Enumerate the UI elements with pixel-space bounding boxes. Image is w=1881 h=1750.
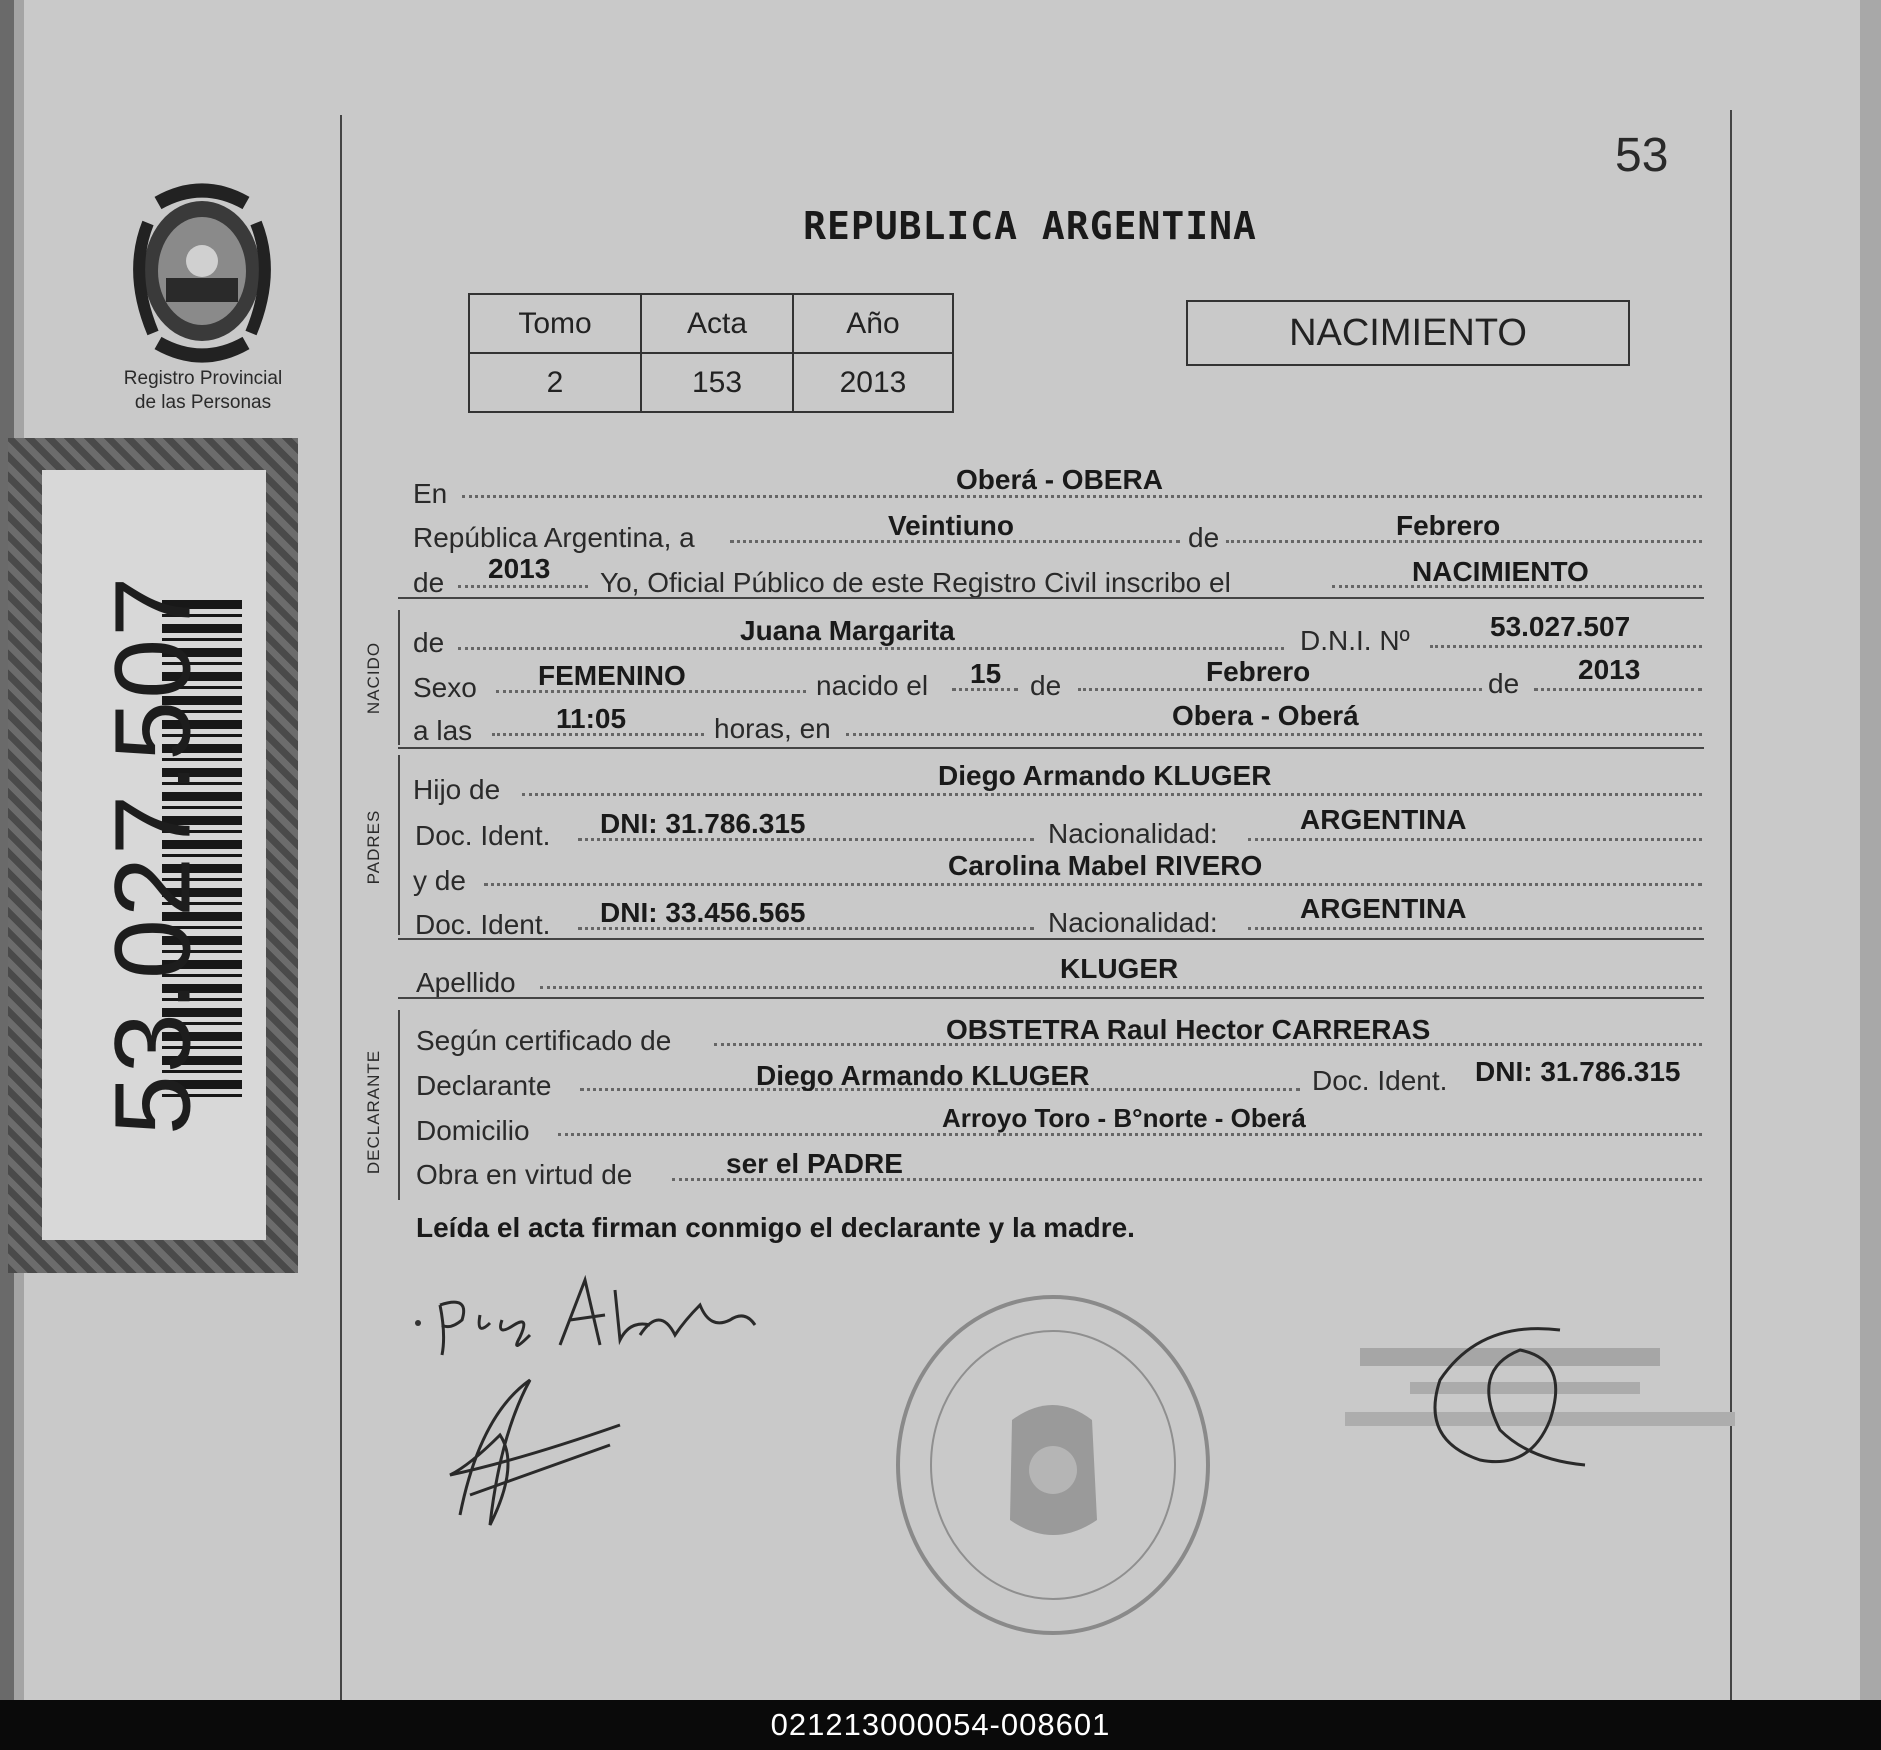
frame-right-line — [1730, 110, 1732, 1700]
dots — [846, 733, 1702, 736]
section-label-declarante: DECLARANTE — [364, 1049, 383, 1175]
value-inscripcion: NACIMIENTO — [1412, 556, 1589, 587]
label-domicilio: Domicilio — [416, 1115, 530, 1146]
value-anio: 2013 — [793, 353, 953, 412]
registry-line-2: de las Personas — [134, 392, 272, 413]
section-line-padres — [398, 755, 400, 935]
value-madre: Carolina Mabel RIVERO — [948, 850, 1263, 881]
separator — [398, 997, 1704, 999]
label-nacido-el: nacido el — [816, 670, 929, 701]
label-doc-ident3: Doc. Ident. — [1312, 1065, 1448, 1096]
section-label-nacido: NACIDO — [364, 641, 383, 715]
value-hora: 11:05 — [556, 703, 627, 734]
page-number: 53 — [1615, 129, 1669, 182]
dots — [458, 585, 588, 588]
value-madre-nac: ARGENTINA — [1300, 893, 1467, 924]
dots — [458, 647, 1284, 650]
value-mes: Febrero — [1396, 510, 1501, 541]
document-title: REPUBLICA ARGENTINA — [803, 204, 1257, 248]
province-coat-of-arms-icon — [118, 183, 286, 363]
declarant-signature — [410, 1275, 760, 1365]
value-dni: 53.027.507 — [1490, 611, 1631, 642]
dots — [540, 986, 1702, 989]
label-y-de: y de — [413, 865, 466, 896]
value-nombre: Juana Margarita — [740, 615, 955, 646]
value-tomo: 2 — [469, 353, 641, 412]
value-padre-nac: ARGENTINA — [1300, 804, 1467, 835]
record-table — [468, 293, 954, 413]
header-acta: Acta — [641, 294, 793, 353]
dots — [1430, 645, 1702, 648]
footer-id: 021213000054-008601 — [0, 1700, 1881, 1750]
frame-left-line — [340, 115, 342, 1700]
official-seal — [892, 1290, 1214, 1640]
label-nacionalidad2: Nacionalidad: — [1048, 907, 1218, 938]
value-anio-nac: 2013 — [1578, 654, 1641, 685]
label-hijo-de: Hijo de — [413, 774, 501, 805]
label-dni: D.N.I. Nº — [1300, 625, 1410, 656]
label-apellido: Apellido — [416, 967, 516, 998]
value-lugar: Oberá - OBERA — [956, 464, 1163, 495]
value-apellido: KLUGER — [1060, 953, 1179, 984]
value-mes-nac: Febrero — [1206, 656, 1311, 687]
value-domicilio: Arroyo Toro - B°norte - Oberá — [942, 1103, 1306, 1133]
dots — [484, 883, 1702, 886]
value-dia-nac: 15 — [970, 658, 1002, 689]
dots — [522, 793, 1702, 796]
record-type-box: NACIMIENTO — [1186, 300, 1630, 366]
dots — [1248, 838, 1702, 841]
label-de3: de — [413, 627, 445, 658]
dots — [1534, 688, 1702, 691]
value-acta: 153 — [641, 353, 793, 412]
header-tomo: Tomo — [469, 294, 641, 353]
separator — [398, 938, 1704, 940]
separator — [398, 597, 1704, 599]
value-declarante-doc: DNI: 31.786.315 — [1475, 1056, 1681, 1087]
closing-statement: Leída el acta firman conmigo el declarante y la madre. — [416, 1212, 1135, 1243]
value-sexo: FEMENINO — [538, 660, 686, 691]
label-segun-certificado: Según certificado de — [416, 1025, 672, 1056]
label-a-las: a las — [413, 715, 473, 746]
section-line-declarante — [398, 1010, 400, 1200]
label-sexo: Sexo — [413, 672, 477, 703]
label-yo-oficial: Yo, Oficial Público de este Registro Civil inscribo el — [600, 567, 1231, 598]
dots — [1248, 927, 1702, 930]
value-obra: ser el PADRE — [726, 1148, 903, 1179]
value-padre: Diego Armando KLUGER — [938, 760, 1272, 791]
dots — [1078, 688, 1482, 691]
label-en: En — [413, 478, 448, 509]
label-obra-en-virtud: Obra en virtud de — [416, 1159, 633, 1190]
value-dia: Veintiuno — [888, 510, 1014, 541]
section-label-padres: PADRES — [364, 809, 383, 885]
label-de: de — [1188, 522, 1220, 553]
value-padre-doc: DNI: 31.786.315 — [600, 808, 806, 839]
registry-line-1: Registro Provincial — [123, 368, 283, 389]
mother-signature — [440, 1375, 640, 1535]
header-anio: Año — [793, 294, 953, 353]
value-declarante: Diego Armando KLUGER — [756, 1060, 1090, 1091]
officer-signature — [1420, 1320, 1590, 1480]
value-lugar-nac: Obera - Oberá — [1172, 700, 1359, 731]
label-republica: República Argentina, a — [413, 522, 695, 553]
label-de5: de — [1488, 668, 1520, 699]
label-nacionalidad: Nacionalidad: — [1048, 818, 1218, 849]
value-certificado: OBSTETRA Raul Hector CARRERAS — [946, 1014, 1431, 1045]
label-doc-ident: Doc. Ident. — [415, 820, 551, 851]
value-anio: 2013 — [488, 553, 551, 584]
barcode-number: 53.027.507 — [91, 574, 213, 1136]
section-line-nacido — [398, 610, 400, 745]
label-de2: de — [413, 567, 445, 598]
label-de4: de — [1030, 670, 1062, 701]
label-horas-en: horas, en — [714, 713, 831, 744]
value-madre-doc: DNI: 33.456.565 — [600, 897, 806, 928]
label-doc-ident2: Doc. Ident. — [415, 909, 551, 940]
page-right-edge — [1860, 0, 1881, 1700]
label-declarante: Declarante — [416, 1070, 552, 1101]
separator — [398, 747, 1704, 749]
registry-name — [98, 367, 308, 415]
